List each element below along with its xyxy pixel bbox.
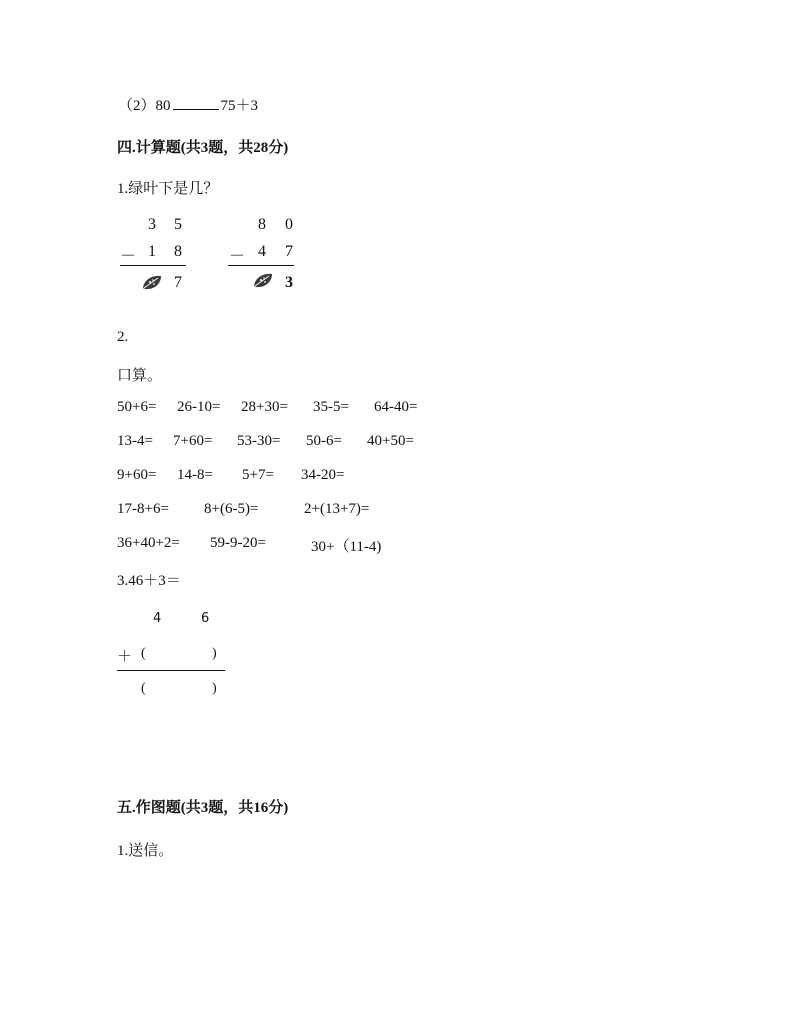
question-4-2-number: 2. <box>117 329 129 345</box>
arithmetic-item: 7+60= <box>173 433 213 449</box>
arithmetic-item: 28+30= <box>241 399 288 415</box>
arithmetic-item: 26-10= <box>177 399 221 415</box>
top-tens-digit: 3 <box>148 216 156 233</box>
sum-line <box>120 265 186 266</box>
minus-sign: － <box>119 248 136 265</box>
section-4-heading: 四.计算题(共3题，共28分) <box>117 140 289 156</box>
arithmetic-item: 9+60= <box>117 467 157 483</box>
arithmetic-item: 5+7= <box>242 467 274 483</box>
question-label: （2）80 <box>118 98 171 114</box>
arithmetic-item: 59-9-20= <box>210 535 266 551</box>
question-5-1-prompt: 1.送信。 <box>117 843 174 859</box>
arithmetic-item: 14-8= <box>177 467 213 483</box>
bottom-tens-digit: 4 <box>258 243 266 260</box>
answer-paren-close: ) <box>212 646 217 661</box>
sum-answer-slot[interactable] <box>150 681 208 697</box>
question-4-2-prompt: 口算。 <box>117 368 163 384</box>
arithmetic-item: 34-20= <box>301 467 345 483</box>
arithmetic-item: 13-4= <box>117 433 153 449</box>
plus-sign: ＋ <box>117 649 133 665</box>
section-5-heading: 五.作图题(共3题，共16分) <box>117 800 289 816</box>
question-expression: 75＋3 <box>220 98 259 114</box>
answer-paren-open: ( <box>141 646 146 661</box>
result-ones-digit: 7 <box>174 274 182 291</box>
arithmetic-item: 17-8+6= <box>117 501 169 517</box>
sum-line <box>228 265 294 266</box>
arithmetic-item: 30+（11-4) <box>311 539 382 555</box>
question-4-1-prompt: 1.绿叶下是几？ <box>117 181 219 197</box>
arithmetic-item: 50-6= <box>306 433 342 449</box>
arithmetic-item: 8+(6-5)= <box>204 501 259 517</box>
question-2-comparison <box>118 94 258 115</box>
result-ones-digit: 3 <box>285 274 293 291</box>
top-ones-digit: 6 <box>201 611 210 626</box>
arithmetic-item: 36+40+2= <box>117 535 180 551</box>
sum-line <box>117 670 225 671</box>
bottom-ones-digit: 8 <box>174 243 182 260</box>
top-ones-digit: 0 <box>285 216 293 233</box>
result-paren-close: ) <box>212 681 217 696</box>
arithmetic-item: 35-5= <box>313 399 349 415</box>
bottom-ones-digit: 7 <box>285 243 293 260</box>
arithmetic-item: 2+(13+7)= <box>304 501 370 517</box>
minus-sign: － <box>228 248 245 265</box>
arithmetic-item: 53-30= <box>237 433 281 449</box>
answer-blank[interactable] <box>173 97 219 110</box>
top-ones-digit: 5 <box>174 216 182 233</box>
leaf-icon <box>252 272 274 289</box>
bottom-tens-digit: 1 <box>148 243 156 260</box>
result-paren-open: ( <box>141 681 146 696</box>
top-tens-digit: 8 <box>258 216 266 233</box>
arithmetic-item: 40+50= <box>367 433 414 449</box>
addend-answer-slot[interactable] <box>150 646 208 662</box>
arithmetic-item: 50+6= <box>117 399 157 415</box>
arithmetic-item: 64-40= <box>374 399 418 415</box>
leaf-icon <box>141 274 163 291</box>
top-tens-digit: 4 <box>153 611 162 626</box>
question-4-3-prompt: 3.46＋3＝ <box>117 573 181 589</box>
